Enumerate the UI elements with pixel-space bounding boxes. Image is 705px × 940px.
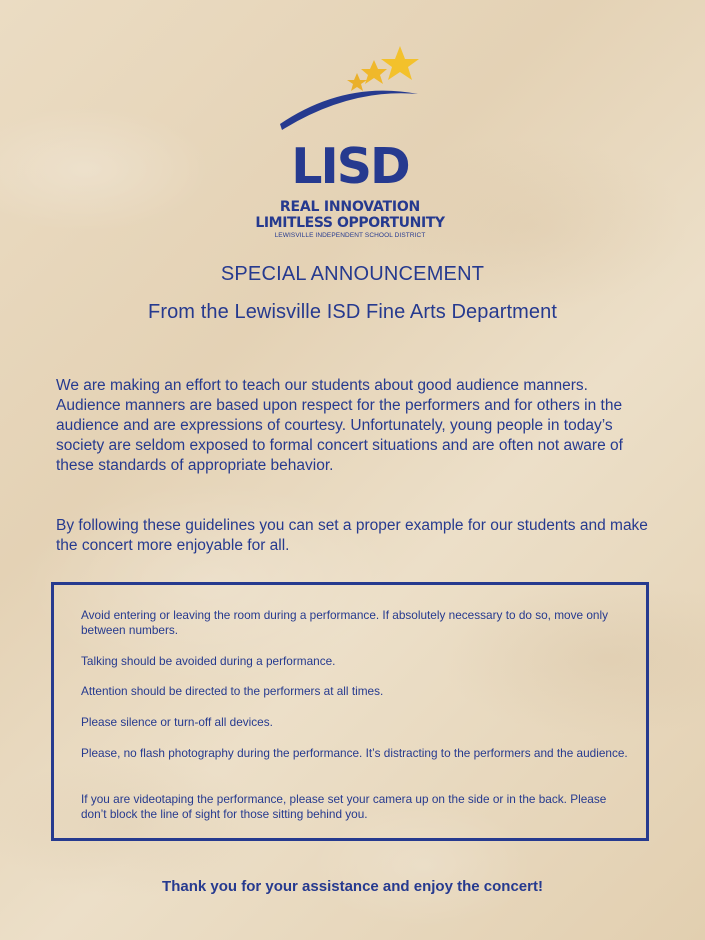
logo-tagline-line1: REAL INNOVATION xyxy=(279,199,421,215)
guideline-item: Avoid entering or leaving the room during a performance. If absolutely necessary to do so, move only between numbers. xyxy=(81,608,609,637)
guideline-item: Talking should be avoided during a performance. xyxy=(81,654,336,668)
guideline-item: Please silence or turn-off all devices. xyxy=(81,715,273,729)
guidelines-intro-paragraph: By following these guidelines you can set a proper example for our students and make the concert more enjoyable for all. xyxy=(56,517,648,554)
star-icon xyxy=(381,46,419,80)
guideline-item: Please, no flash photography during the performance. It’s distracting to the performers and the audience. xyxy=(81,746,628,760)
lisd-logo xyxy=(250,42,450,239)
logo-tagline-line2: LIMITLESS OPPORTUNITY xyxy=(255,215,445,231)
logo-wordmark: LISD xyxy=(291,138,409,195)
closing-message: Thank you for your assistance and enjoy the concert! xyxy=(162,878,543,895)
guideline-item: Attention should be directed to the performers at all times. xyxy=(81,684,384,698)
star-icon xyxy=(347,73,367,91)
page-subtitle: From the Lewisville ISD Fine Arts Department xyxy=(148,301,557,323)
guideline-item: If you are videotaping the performance, please set your camera up on the side or in the back. Please don’t block the line of sight for those sitting behind you. xyxy=(81,792,607,821)
intro-paragraph: We are making an effort to teach our students about good audience manners. Audience manners are based upon respect for the performers and for others in the audience and are expressions of courtesy. Unfortunately, young people in today’s society are seldom exposed to formal concert situations and are often not aware of these standards of appropriate behavior. xyxy=(56,377,623,474)
logo-district-name: LEWISVILLE INDEPENDENT SCHOOL DISTRICT xyxy=(274,232,426,239)
page-title: SPECIAL ANNOUNCEMENT xyxy=(220,263,485,285)
logo-stars-swoosh-graphic xyxy=(250,42,450,152)
guidelines-box xyxy=(51,582,649,841)
logo-swoosh xyxy=(280,91,418,130)
